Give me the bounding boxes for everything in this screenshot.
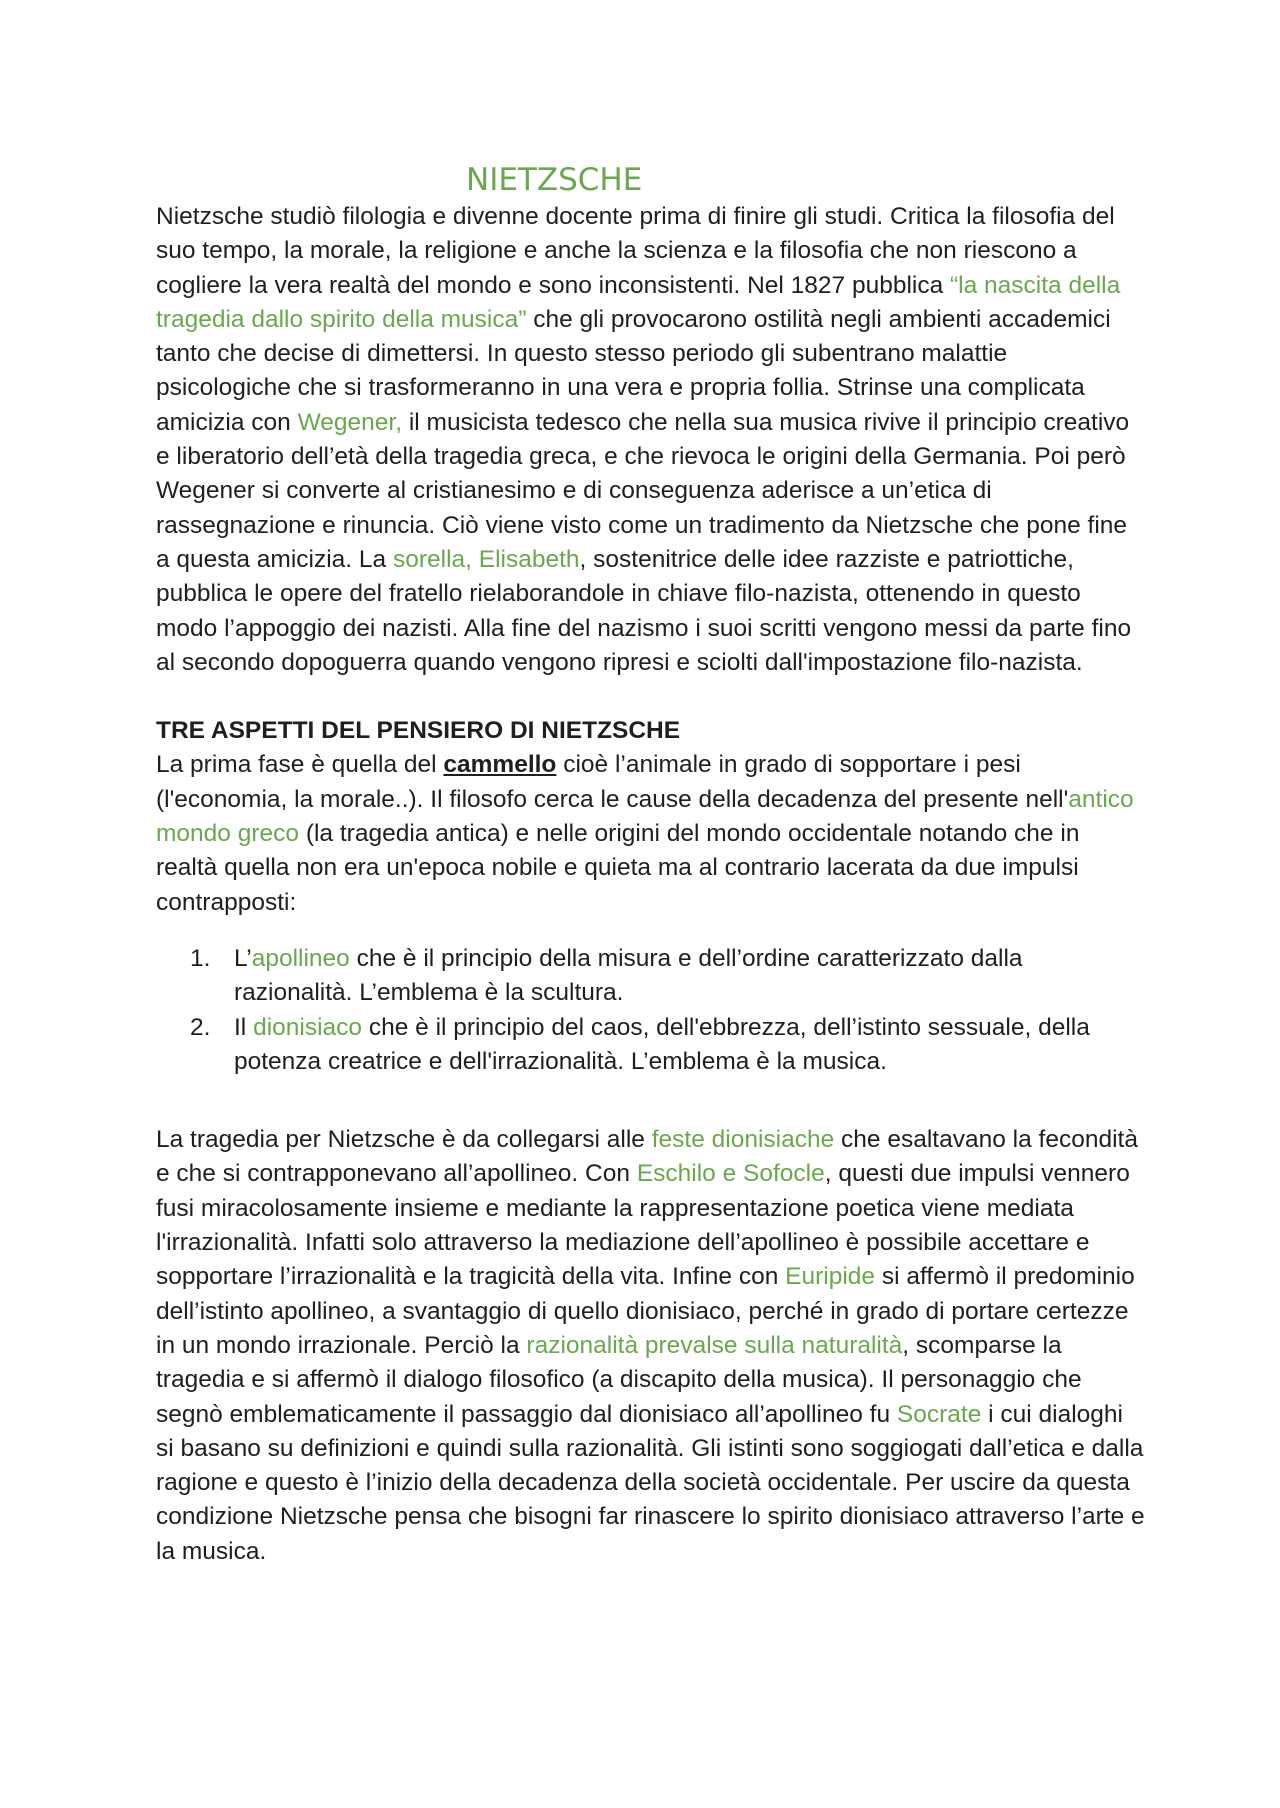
sister-highlight: sorella, Elisabeth — [392, 545, 580, 573]
paragraph-spacer — [156, 920, 1146, 942]
document-page — [156, 160, 1146, 1569]
list-text: che è il principio del caos, dell'ebbrezza, dell’istinto sessuale, della potenza creatrice e dell'irrazionalità. L’emblema è la musica. — [234, 1013, 1090, 1075]
list-text: che è il principio della misura e dell’ordine caratterizzato dalla razionalità. L’emblema è la scultura. — [234, 944, 1023, 1007]
phase-paragraph — [156, 748, 1146, 919]
section-heading: TRE ASPETTI DEL PENSIERO DI NIETZSCHE — [156, 717, 681, 745]
paragraph-spacer — [156, 1079, 1146, 1123]
list-item — [156, 1011, 1146, 1080]
book-title-highlight: “la nascita della tragedia dallo spirito della musica” — [156, 271, 1121, 333]
camel-term: cammello — [443, 751, 557, 779]
intro-paragraph — [156, 200, 1146, 680]
dionisiaco-highlight: dionisiaco — [253, 1013, 363, 1041]
page-title: NIETZSCHE — [466, 162, 643, 198]
intro-text-4: , sostenitrice delle idee razziste e patriottiche, pubblica le opere del fratello rielaborandole in chiave filo-nazista, ottenendo in questo modo l’appoggio dei nazisti. Alla fine del nazismo i suoi scritti vengono messi da parte fino al secondo dopoguerra quando vengono ripresi e sciolti dall'impostazione filo-nazista. — [156, 545, 1132, 676]
list-text: L’ — [234, 944, 252, 972]
phase-text-1: La prima fase è quella del — [156, 751, 444, 779]
euripide-highlight: Euripide — [785, 1263, 876, 1291]
paragraph-spacer — [156, 680, 1146, 714]
list-number: 1. — [190, 944, 211, 972]
tragedy-text-4: si affermò il predominio dell’istinto apollineo, a svantaggio di quello dionisiaco, perché in grado di portare certezze in un mondo irrazionale. Perciò la — [156, 1263, 1135, 1359]
list-item — [156, 942, 1146, 1011]
tragedy-text-6: i cui dialoghi si basano su definizioni e quindi sulla razionalità. Gli istinti sono soggiogati dall’etica e dalla ragione e questo è l’inizio della decadenza della società occidentale. Per uscire da questa condizione Nietzsche pensa che bisogni far rinascere lo spirito dionisiaco attraverso l’arte e la musica. — [156, 1400, 1145, 1565]
tragedy-text-2: che esaltavano la fecondità e che si contrapponevano all’apollineo. Con — [156, 1126, 1138, 1188]
tragedy-text-5: , scomparse la tragedia e si affermò il dialogo filosofico (a discapito della musica). Il personaggio che segnò emblematicamente il passaggio dal dionisiaco all’apollineo fu — [156, 1331, 1082, 1428]
intro-text-2: che gli provocarono ostilità negli ambienti accademici tanto che decise di dimettersi. In questo stesso periodo gli subentrano malattie psicologiche che si trasformeranno in una vera e propria follia. Strinse una complicata amicizia con — [156, 305, 1111, 436]
list-number: 2. — [190, 1013, 211, 1041]
tragedy-text-3: , questi due impulsi vennero fusi miracolosamente insieme e mediante la rappresentazione poetica viene mediata l'irrazionalità. Infatti solo attraverso la mediazione dell’apollineo è possibile accettare e sopportare l’irrazionalità e la tragicità della vita. Infine con — [156, 1160, 1130, 1291]
wegener-highlight: Wegener, — [297, 408, 403, 436]
phase-text-2: cioè l’animale in grado di sopportare i pesi (l'economia, la morale..). Il filosofo cerca le cause della decadenza del presente nell' — [156, 751, 1069, 813]
intro-text-1: Nietzsche studiò filologia e divenne docente prima di finire gli studi. Critica la filosofia del suo tempo, la morale, la religione e anche la scienza e la filosofia che non riescono a cogliere la vera realtà del mondo e sono inconsistenti. Nel 1827 pubblica — [156, 203, 1115, 299]
tragedy-paragraph — [156, 1123, 1146, 1569]
list-text: Il — [234, 1013, 254, 1041]
greek-world-highlight: antico mondo greco — [156, 785, 1134, 848]
eschilo-sofocle-highlight: Eschilo e Sofocle — [636, 1160, 825, 1188]
apollineo-highlight: apollineo — [251, 944, 350, 972]
intro-text-3: il musicista tedesco che nella sua musica rivive il principio creativo e liberatorio dell’età della tragedia greca, e che rievoca le origini della Germania. Poi però Wegener si converte al cristianesimo e di conseguenza aderisce a un’etica di rassegnazione e rinuncia. Ciò viene visto come un tradimento da Nietzsche che pone fine a questa amicizia. La — [156, 408, 1130, 573]
feste-highlight: feste dionisiache — [651, 1126, 835, 1154]
tragedy-text-1: La tragedia per Nietzsche è da collegarsi alle — [156, 1126, 652, 1154]
rationality-highlight: razionalità prevalse sulla naturalità — [526, 1331, 903, 1359]
impulses-list — [156, 942, 1146, 1079]
socrate-highlight: Socrate — [896, 1400, 982, 1428]
phase-text-3: (la tragedia antica) e nelle origini del mondo occidentale notando che in realtà quella non era un'epoca nobile e quieta ma al contrario lacerata da due impulsi contrapposti: — [156, 820, 1080, 916]
